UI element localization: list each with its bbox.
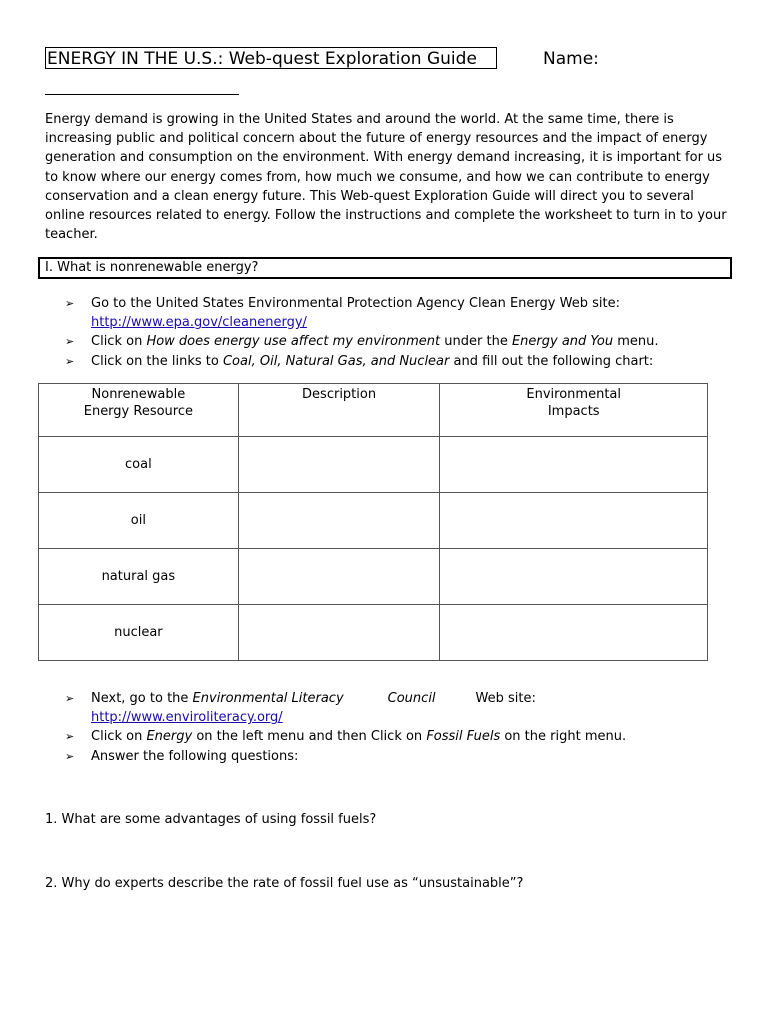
name-label: Name: <box>543 49 599 69</box>
col-header-resource: Nonrenewable Energy Resource <box>39 384 239 437</box>
col-header-impacts: Environmental Impacts <box>440 384 708 437</box>
resource-cell: nuclear <box>39 605 239 661</box>
table-row <box>39 549 708 605</box>
arrow-bullet-icon: ➢ <box>65 335 75 349</box>
impacts-cell[interactable] <box>440 605 708 661</box>
impacts-cell[interactable] <box>440 493 708 549</box>
list-item: ➢ Go to the United States Environmental Protection Agency Clean Energy Web site: http://www.epa.gov/cleanenergy/ <box>65 296 620 331</box>
arrow-bullet-icon: ➢ <box>65 749 75 763</box>
list-item: ➢ Next, go to the Environmental Literacy Council Web site: http://www.enviroliteracy.org/ <box>65 691 536 726</box>
table-row <box>39 437 708 493</box>
description-cell[interactable] <box>238 493 440 549</box>
worksheet-title: ENERGY IN THE U.S.: Web-quest Exploration Guide <box>45 47 497 69</box>
table-row <box>39 493 708 549</box>
impacts-cell[interactable] <box>440 437 708 493</box>
question-2: 2. Why do experts describe the rate of fossil fuel use as “unsustainable”? <box>45 876 524 891</box>
section-heading-nonrenewable: I. What is nonrenewable energy? <box>38 257 732 279</box>
arrow-bullet-icon: ➢ <box>65 692 75 705</box>
arrow-bullet-icon: ➢ <box>65 297 75 310</box>
name-blank-line <box>45 94 239 95</box>
list-item: ➢ Click on Energy on the left menu and then Click on Fossil Fuels on the right menu. <box>65 727 735 746</box>
enviroliteracy-link[interactable]: http://www.enviroliteracy.org/ <box>91 710 283 726</box>
instructions-list-1 <box>65 294 735 371</box>
impacts-cell[interactable] <box>440 549 708 605</box>
question-1: 1. What are some advantages of using fossil fuels? <box>45 812 377 827</box>
table-header-row <box>39 384 708 437</box>
arrow-bullet-icon: ➢ <box>65 730 75 744</box>
description-cell[interactable] <box>238 605 440 661</box>
intro-paragraph: Energy demand is growing in the United States and around the world. At the same time, there is increasing public and political concern about the future of energy resources and the impact of energy generation and consumption on the environment. With energy demand increasing, it is important for us to know where our energy comes from, how much we consume, and how we can contribute to energy conservation and a clean energy future. This Web-quest Exploration Guide will direct you to several online resources related to energy. Follow the instructions and complete the worksheet to turn in to your teacher. <box>45 112 727 243</box>
table-row <box>39 605 708 661</box>
instructions-list-2 <box>65 689 735 766</box>
description-cell[interactable] <box>238 437 440 493</box>
arrow-bullet-icon: ➢ <box>65 354 75 368</box>
col-header-description: Description <box>238 384 440 437</box>
resource-cell: oil <box>39 493 239 549</box>
list-item: ➢ Click on How does energy use affect my environment under the Energy and You menu. <box>65 332 735 351</box>
description-cell[interactable] <box>238 549 440 605</box>
resource-cell: coal <box>39 437 239 493</box>
list-item: ➢ Answer the following questions: <box>65 747 735 766</box>
resource-cell: natural gas <box>39 549 239 605</box>
epa-link[interactable]: http://www.epa.gov/cleanenergy/ <box>91 315 307 331</box>
nonrenewable-energy-chart <box>38 383 708 661</box>
list-item: ➢ Click on the links to Coal, Oil, Natural Gas, and Nuclear and fill out the following chart: <box>65 352 735 371</box>
